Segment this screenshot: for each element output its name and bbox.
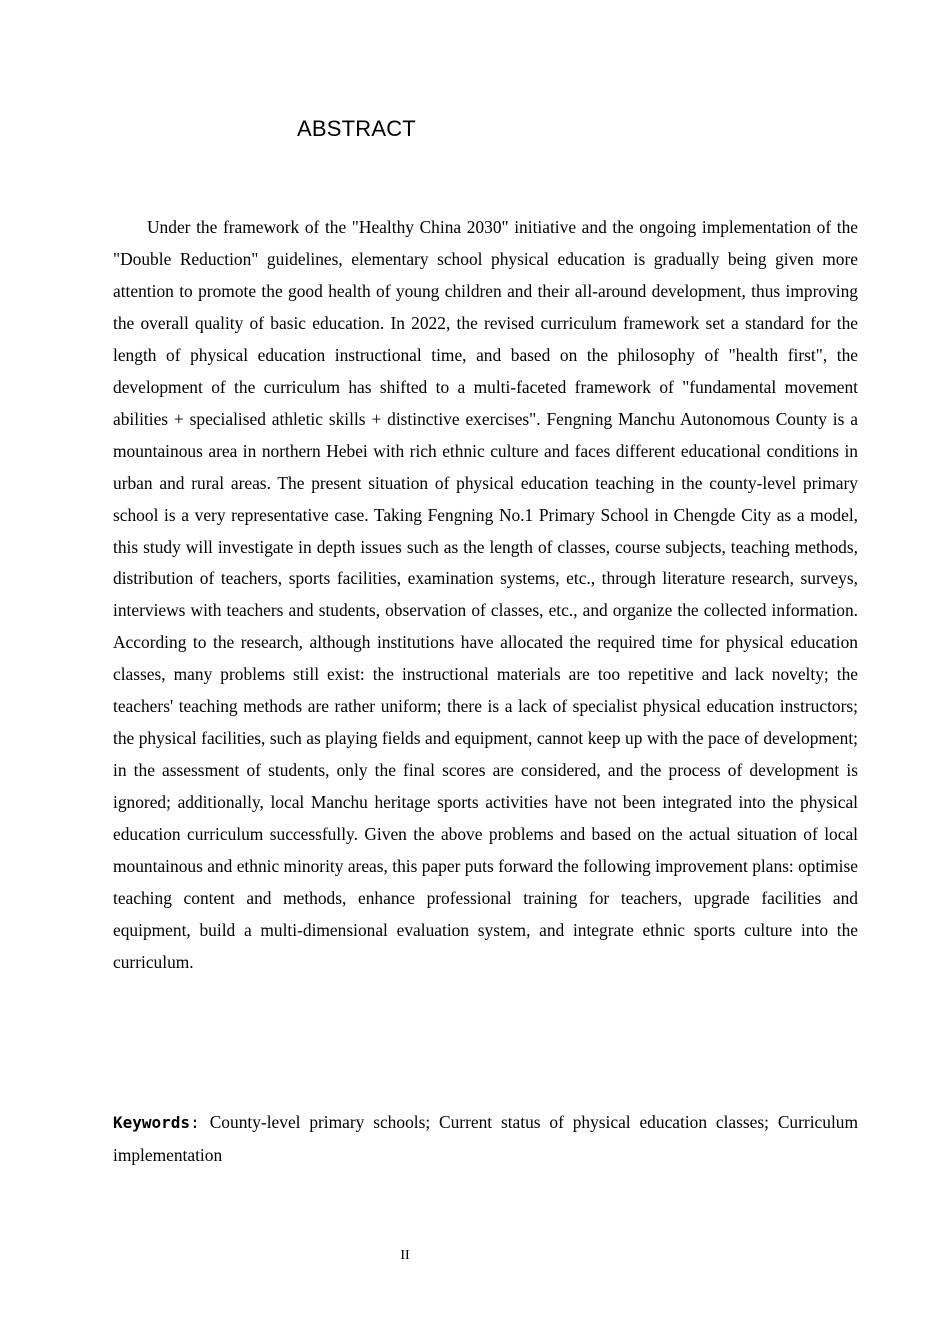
keywords-label: Keywords <box>113 1113 191 1132</box>
keywords-paragraph <box>113 1106 858 1171</box>
abstract-heading: ABSTRACT <box>297 116 416 141</box>
abstract-body: Under the framework of the "Healthy China 2030" initiative and the ongoing implementation of the "Double Reduction" guidelines, elementary school physical education is gradually being given more attention to promote the good health of young children and their all-around development, thus improving the overall quality of basic education. In 2022, the revised curriculum framework set a standard for the length of physical education instructional time, and based on the philosophy of "health first", the development of the curriculum has shifted to a multi-faceted framework of "fundamental movement abilities + specialised athletic skills + distinctive exercises". Fengning Manchu Autonomous County is a mountainous area in northern Hebei with rich ethnic culture and faces different educational conditions in urban and rural areas. The present situation of physical education teaching in the county-level primary school is a very representative case. Taking Fengning No.1 Primary School in Chengde City as a model, this study will investigate in depth issues such as the length of classes, course subjects, teaching methods, distribution of teachers, sports facilities, examination systems, etc., through literature research, surveys, interviews with teachers and students, observation of classes, etc., and organize the collected information. According to the research, although institutions have allocated the required time for physical education classes, many problems still exist: the instructional materials are too repetitive and lack novelty; the teachers' teaching methods are rather uniform; there is a lack of specialist physical education instructors; the physical facilities, such as playing fields and equipment, cannot keep up with the pace of development; in the assessment of students, only the final scores are considered, and the process of development is ignored; additionally, local Manchu heritage sports activities have not been integrated into the physical education curriculum successfully. Given the above problems and based on the actual situation of local mountainous and ethnic minority areas, this paper puts forward the following improvement plans: optimise teaching content and methods, enhance professional training for teachers, upgrade facilities and equipment, build a multi-dimensional evaluation system, and integrate ethnic sports culture into the curriculum. <box>113 217 858 972</box>
page-number: II <box>400 1248 410 1263</box>
keywords-separator: : <box>190 1113 200 1132</box>
keywords-text: County-level primary schools; Current status of physical education classes; Curriculum implementation <box>113 1112 858 1165</box>
